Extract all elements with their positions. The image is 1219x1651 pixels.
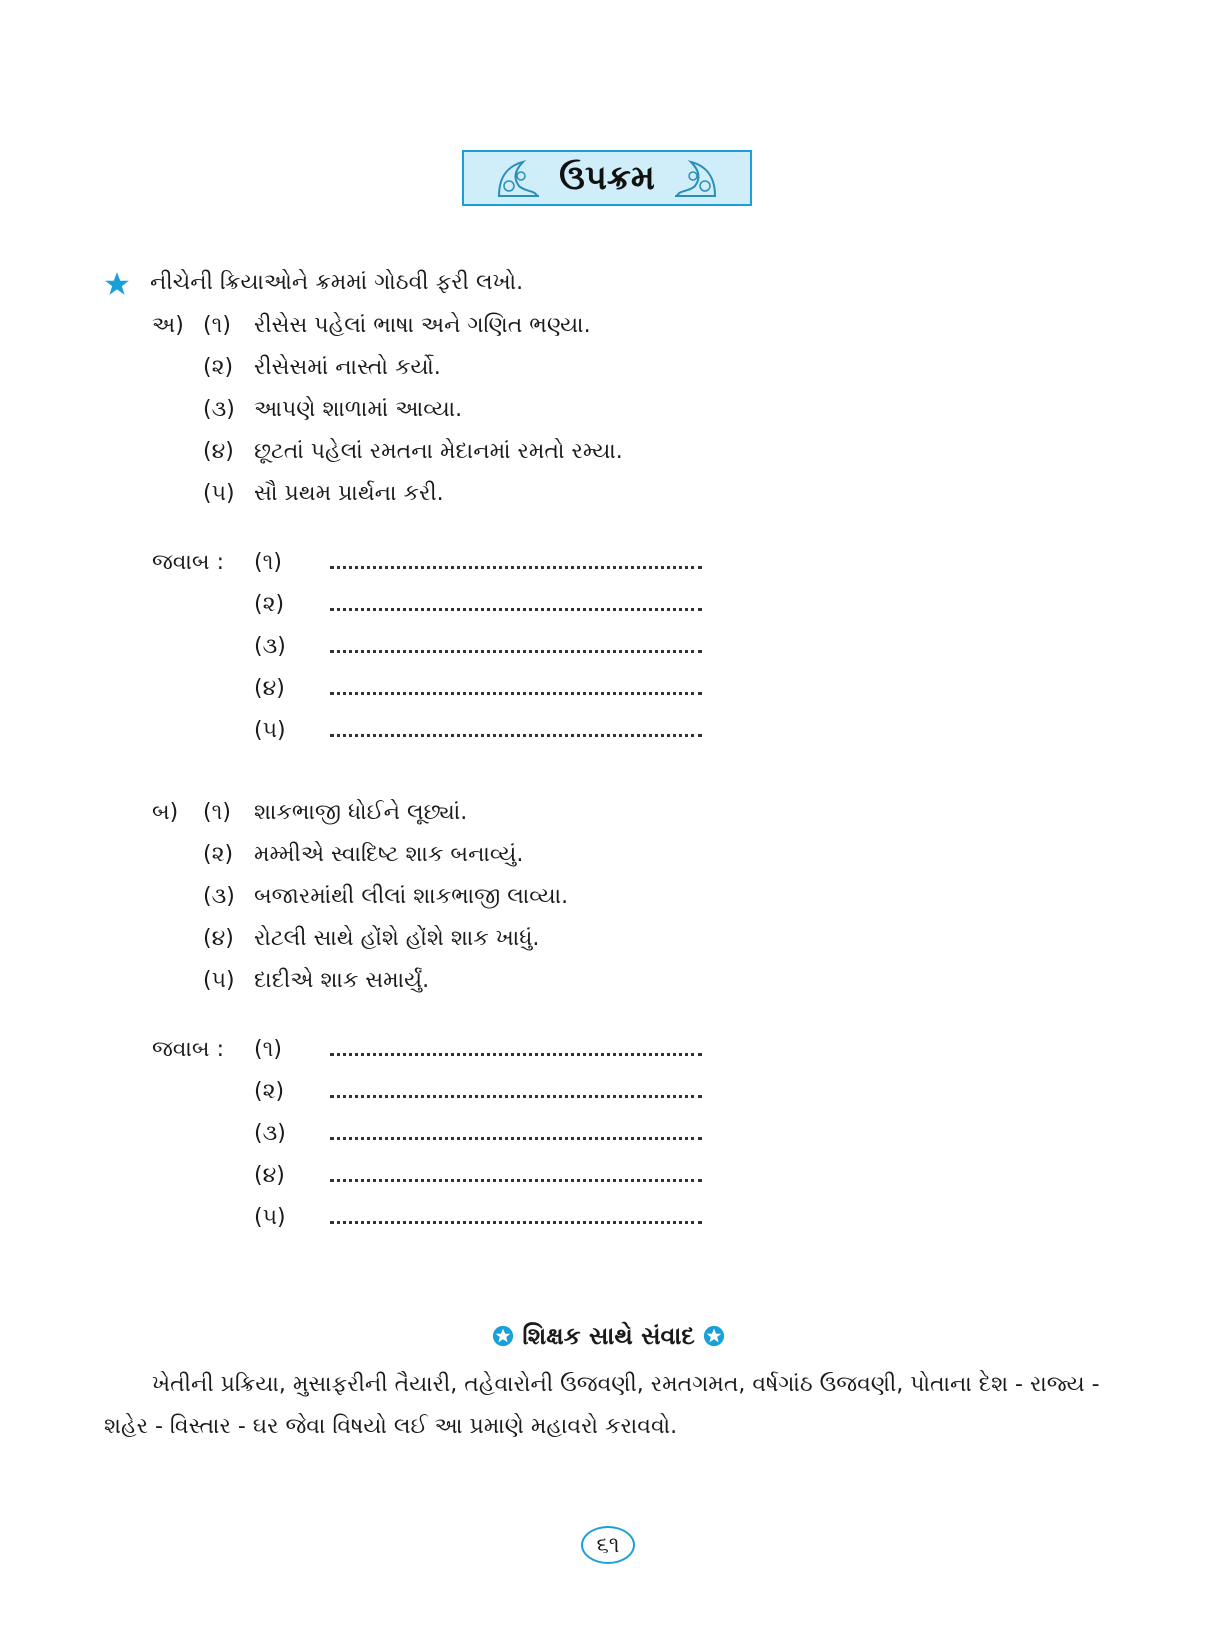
page-title: ઉપક્રમ [559,158,655,198]
list-item-number: (૨) [203,355,234,380]
answer-blank-line[interactable] [330,734,702,737]
list-item-number: (૩) [203,884,235,909]
list-item-number: (૧) [203,313,231,338]
answer-number: (૨) [254,1079,285,1104]
teacher-paragraph-line-2: શહેર - વિસ્તાર - ઘર જેવા વિષયો લઈ આ પ્રમાણે મહાવરો કરાવવો. [104,1414,678,1439]
list-item-number: (૧) [203,800,231,825]
list-item-number: (૪) [203,926,234,951]
list-item-text: બજારમાંથી લીલાં શાકભાજી લાવ્યા. [254,884,569,909]
answer-number: (૧) [254,1037,282,1062]
teacher-heading-text: શિક્ષક સાથે સંવાદ [522,1322,695,1350]
list-item-text: છૂટતાં પહેલાં રમતના મેદાનમાં રમતો રમ્યા. [254,439,623,464]
star-badge-icon [703,1325,725,1347]
answer-number: (૫) [254,718,286,743]
list-item-number: (૫) [203,968,235,993]
answer-blank-line[interactable] [330,1053,702,1056]
instruction-text: નીચેની ક્રિયાઓને ક્રમમાં ગોઠવી ફરી લખો. [150,270,524,295]
answer-blank-line[interactable] [330,608,702,611]
ornament-right-icon [673,156,719,200]
list-item-number: (૪) [203,439,234,464]
answer-blank-line[interactable] [330,1095,702,1098]
list-item-text: મમ્મીએ સ્વાદિષ્ટ શાક બનાવ્યું. [254,842,524,867]
page-number: ૬૧ [581,1526,635,1564]
answer-number: (૪) [254,676,285,701]
answer-blank-line[interactable] [330,1137,702,1140]
section-b-label: બ) [152,800,179,825]
star-icon [104,271,130,297]
answer-blank-line[interactable] [330,1221,702,1224]
teacher-paragraph-line-1: ખેતીની પ્રક્રિયા, મુસાફરીની તૈયારી, તહેવારોની ઉજવણી, રમતગમત, વર્ષગાંઠ ઉજવણી, પોતાના દેશ - રાજ્ય - [152,1372,1100,1397]
section-a-label: અ) [152,313,184,338]
answer-number: (૩) [254,1121,286,1146]
title-box [462,150,752,206]
list-item-text: દાદીએ શાક સમાર્યું. [254,968,430,993]
list-item-text: રીસેસ પહેલાં ભાષા અને ગણિત ભણ્યા. [254,313,591,338]
answer-number: (૧) [254,550,282,575]
list-item-text: રીસેસમાં નાસ્તો કર્યો. [254,355,441,380]
teacher-heading [492,1322,725,1350]
star-badge-icon [492,1325,514,1347]
list-item-number: (૩) [203,397,235,422]
list-item-text: સૌ પ્રથમ પ્રાર્થના કરી. [254,481,444,506]
answer-number: (૫) [254,1205,286,1230]
list-item-text: શાકભાજી ધોઈને લૂછ્યાં. [254,800,468,825]
answer-number: (૪) [254,1163,285,1188]
answer-label: જવાબ : [152,1037,224,1062]
list-item-text: આપણે શાળામાં આવ્યા. [254,397,463,422]
answer-blank-line[interactable] [330,650,702,653]
list-item-text: રોટલી સાથે હોંશે હોંશે શાક ખાધું. [254,926,540,951]
answer-blank-line[interactable] [330,692,702,695]
answer-blank-line[interactable] [330,566,702,569]
list-item-number: (૨) [203,842,234,867]
answer-number: (૩) [254,634,286,659]
ornament-left-icon [495,156,541,200]
list-item-number: (૫) [203,481,235,506]
answer-number: (૨) [254,592,285,617]
answer-blank-line[interactable] [330,1179,702,1182]
answer-label: જવાબ : [152,550,224,575]
